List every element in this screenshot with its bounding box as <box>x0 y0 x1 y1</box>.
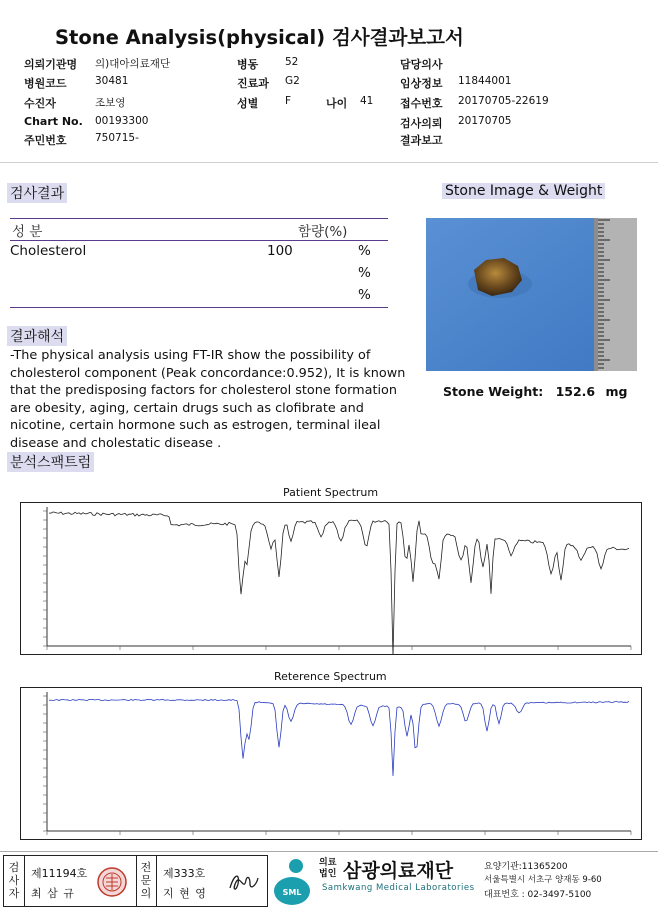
inspector-name: 최 삼 규 <box>31 887 75 900</box>
report-title: Stone Analysis(physical) 검사결과보고서 <box>55 26 464 49</box>
results-table-top-rule <box>10 218 388 219</box>
ward-label: 병동 <box>237 58 259 71</box>
sml-logo-text: SML <box>282 888 302 897</box>
inspector-number: 제11194호 <box>31 867 88 880</box>
reference-spectrum-line <box>49 699 629 776</box>
org-phone: 대표번호 : 02-3497-5100 <box>484 890 592 900</box>
component-unit: % <box>358 243 371 259</box>
clinical-info-label: 임상정보 <box>400 77 443 90</box>
interpretation-text: -The physical analysis using FT-IR show the possibility of cholesterol component (Peak concordance:0.952), It is known that the predisposing factors for cholesterol stone formation are obesity, aging, certain drugs such as clofibrate and nicotine, certain hormone such as estrogen, terminal ileal disease and cholestatic disease . <box>10 348 406 451</box>
org-address: 서울특별시 서초구 양재동 9-60 <box>484 875 602 885</box>
org-name: 삼광의료재단 <box>343 860 454 882</box>
content-column-header: 함량(%) <box>298 224 348 240</box>
stone-weight-unit: mg <box>605 384 628 399</box>
reference-spectrum-title: Reterence Spectrum <box>274 670 387 683</box>
stone-photo-image <box>426 218 637 371</box>
resident-no-value: 750715- <box>95 132 139 144</box>
doctor-signature-icon <box>226 868 262 896</box>
patient-name-value: 조보영 <box>95 97 126 109</box>
receipt-no-label: 접수번호 <box>400 97 443 110</box>
component-column-header: 성 분 <box>12 224 43 240</box>
results-section-title: 검사결과 <box>7 183 67 203</box>
stone-weight <box>443 384 627 399</box>
request-date-value: 20170705 <box>458 115 512 127</box>
signature-box <box>3 855 268 907</box>
component-unit: % <box>358 287 371 303</box>
sml-logo-icon <box>272 857 316 907</box>
inspector-seal-icon <box>96 866 128 898</box>
spectrum-section-title: 분석스팩트럼 <box>7 452 94 472</box>
department-value: G2 <box>285 75 300 87</box>
doctor-name: 지 현 영 <box>163 887 207 900</box>
org-english-name: Samkwang Medical Laboratories <box>322 883 475 893</box>
request-date-label: 검사의뢰 <box>400 117 443 130</box>
age-label: 나이 <box>326 97 348 110</box>
sig-divider <box>156 856 157 906</box>
org-code: 요양기관:11365200 <box>484 862 568 872</box>
reference-spectrum-chart <box>20 687 642 840</box>
stone-weight-label: Stone Weight: <box>443 384 544 399</box>
hospital-name-label: 의뢰기관명 <box>24 58 78 71</box>
stone-image-section-title: Stone Image & Weight <box>442 183 605 199</box>
hospital-name-value: 의)대아의료재단 <box>95 58 171 70</box>
component-amount: 100 <box>267 243 293 259</box>
footer-divider <box>0 851 658 852</box>
patient-spectrum-chart <box>20 502 642 655</box>
department-label: 진료과 <box>237 77 269 90</box>
report-date-label: 결과보고 <box>400 134 443 147</box>
results-table-header-rule <box>10 240 388 241</box>
component-unit: % <box>358 265 371 281</box>
patient-spectrum-title: Patient Spectrum <box>283 486 379 499</box>
sig-divider <box>24 856 25 906</box>
doctor-sig-label: 전문의 <box>140 861 152 900</box>
reference-spectrum-plot <box>21 688 641 839</box>
clinical-info-value: 11844001 <box>458 75 512 87</box>
hospital-code-label: 병원코드 <box>24 77 67 90</box>
org-type: 의료법인 <box>319 858 337 879</box>
stone-weight-value: 152.6 <box>555 384 596 399</box>
patient-name-label: 수진자 <box>24 97 56 110</box>
age-value: 41 <box>360 95 374 107</box>
sex-value: F <box>285 95 292 107</box>
patient-spectrum-line <box>49 512 629 654</box>
logo-head-shape <box>289 859 303 873</box>
patient-spectrum-plot <box>21 503 641 654</box>
chart-no-label: Chart No. <box>24 115 83 128</box>
header-divider <box>0 162 658 163</box>
resident-no-label: 주민번호 <box>24 134 67 147</box>
receipt-no-value: 20170705-22619 <box>458 95 549 107</box>
doctor-number: 제333호 <box>163 867 206 880</box>
stone-photo <box>426 218 637 371</box>
sex-label: 성별 <box>237 97 259 110</box>
chart-no-value: 00193300 <box>95 115 149 127</box>
inspector-label: 검사자 <box>8 861 20 900</box>
doctor-label: 담당의사 <box>400 58 443 71</box>
interpretation-section-title: 결과해석 <box>7 326 67 346</box>
hospital-code-value: 30481 <box>95 75 129 87</box>
component-name: Cholesterol <box>10 243 87 259</box>
ward-value: 52 <box>285 56 299 68</box>
results-table-bottom-rule <box>10 307 388 308</box>
